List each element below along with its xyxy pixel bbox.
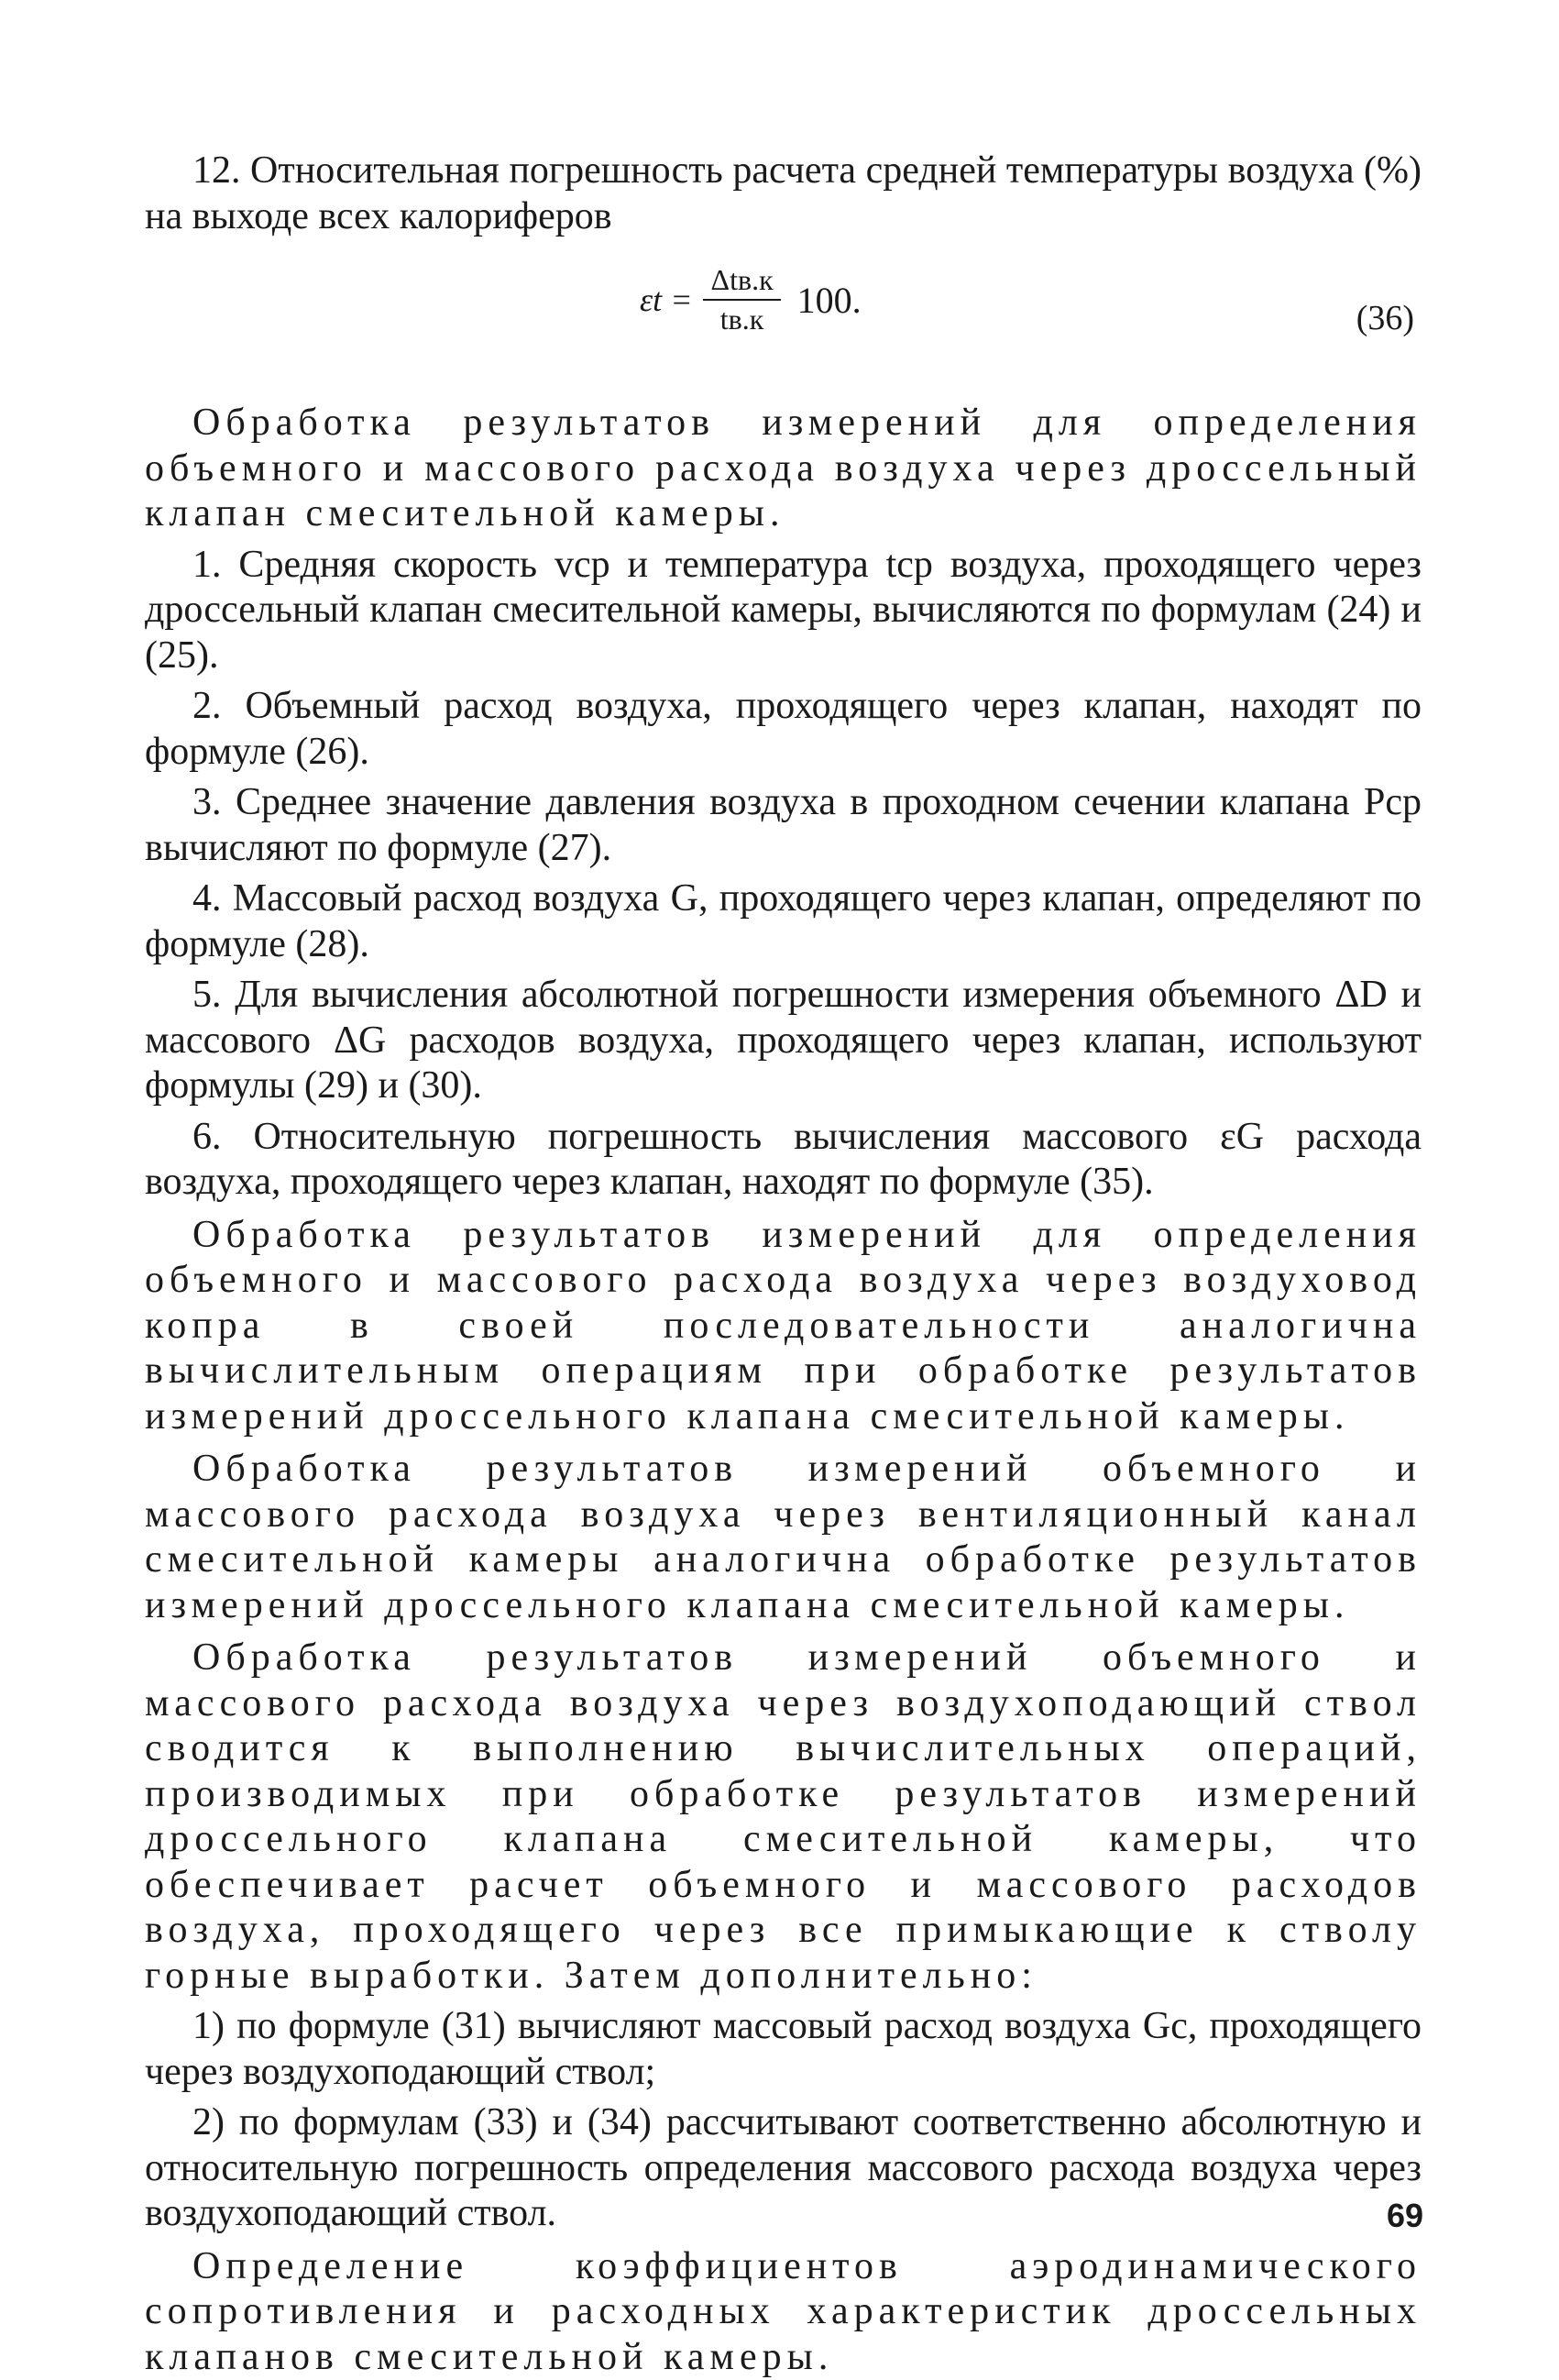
section-heading-throttle: Обработка результатов измерений для определения объемного и массового расхода воздуха через дроссельный клапан смесительной камеры. — [145, 401, 1422, 537]
page-number: 69 — [1387, 2197, 1423, 2235]
formula-36 — [145, 245, 1422, 373]
list-item-throttle-3: 3. Среднее значение давления воздуха в проходном сечении клапана Рср вычисляют по формуле (27). — [145, 780, 1422, 871]
equation-number: (36) — [1356, 298, 1414, 338]
paragraph-shaft: Обработка результатов измерений объемного и массового расхода воздуха через воздухоподающий ствол сводится к выполнению вычислительных операций, производимых при обработке результатов измерений дроссельного клапана смесительной камеры, что обеспечивает расчет объемного и массового расходов воздуха, проходящего через все примыкающие к стволу горные выработки. Затем дополнительно: — [145, 1636, 1422, 1999]
formula-denominator: tв.к — [720, 301, 764, 336]
list-item-throttle-1: 1. Средняя скорость vср и температура tср воздуха, проходящего через дроссельный клапан смесительной камеры, вычисляются по формулам (24) и (25). — [145, 543, 1422, 679]
list-item-throttle-6: 6. Относительную погрешность вычисления массового εG расхода воздуха, проходящего через клапан, находят по формуле (35). — [145, 1115, 1422, 1206]
paragraph-vent-channel: Обработка результатов измерений объемного и массового расхода воздуха через вентиляционный канал смесительной камеры аналогична обработке результатов измерений дроссельного клапана смесительной камеры. — [145, 1447, 1422, 1628]
paragraph-item-12: 12. Относительная погрешность расчета средней температуры воздуха (%) на выходе всех калориферов — [145, 149, 1422, 239]
formula-fraction — [703, 263, 780, 336]
list-item-throttle-2: 2. Объемный расход воздуха, проходящего через клапан, находят по формуле (26). — [145, 684, 1422, 775]
list-item-shaft-2: 2) по формулам (33) и (34) рассчитывают соответственно абсолютную и относительную погрешность определения массового расхода воздуха через воздухоподающий ствол. — [145, 2100, 1422, 2237]
list-item-throttle-4: 4. Массовый расход воздуха G, проходящего через клапан, определяют по формуле (28). — [145, 876, 1422, 967]
paragraph-kopr: Обработка результатов измерений для определения объемного и массового расхода воздуха через воздуховод копра в своей последовательности аналогична вычислительным операциям при обработке результатов измерений дроссельного клапана смесительной камеры. — [145, 1213, 1422, 1440]
list-item-shaft-1: 1) по формуле (31) вычисляют массовый расход воздуха Gс, проходящего через воздухоподающий ствол; — [145, 2004, 1422, 2095]
list-item-throttle-5: 5. Для вычисления абсолютной погрешности измерения объемного ΔD и массового ΔG расходов воздуха, проходящего через клапан, используют формулы (29) и (30). — [145, 973, 1422, 1109]
formula-numerator: Δtв.к — [703, 263, 780, 301]
formula-lhs: εt = — [640, 281, 692, 319]
formula-factor: 100. — [797, 279, 862, 322]
formula-expression — [640, 263, 862, 336]
section-heading-coefficients: Определение коэффициентов аэродинамического сопротивления и расходных характеристик дроссельных клапанов смесительной камеры. — [145, 2244, 1422, 2380]
